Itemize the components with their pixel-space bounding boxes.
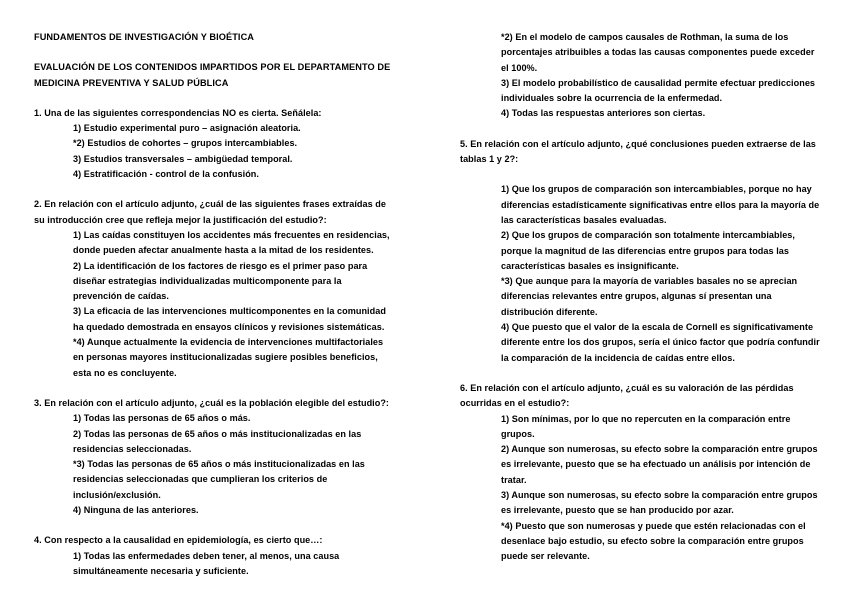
question-3 xyxy=(34,396,410,518)
question-4-option-1-cont[interactable]: simultáneamente necesaria y suficiente. xyxy=(73,565,249,576)
question-3-option-3[interactable]: *3) Todas las personas de 65 años o más institucionalizadas en las xyxy=(73,459,365,470)
section-spacer xyxy=(460,366,824,381)
question-2-option-2[interactable]: 2) La identificación de los factores de riesgo es el primer paso para xyxy=(73,260,368,271)
question-3-option-3-cont[interactable]: residencias seleccionadas que cumplieran los criterios de xyxy=(73,474,328,485)
question-1-prompt: 1. Una de las siguientes correspondencias NO es cierta. Señálela: xyxy=(34,107,322,118)
question-3-option-2-cont[interactable]: residencias seleccionadas. xyxy=(73,443,192,454)
question-5-option-4[interactable]: 4) Que puesto que el valor de la escala de Cornell es significativamente xyxy=(501,322,814,333)
question-3-option-4[interactable]: 4) Ninguna de las anteriores. xyxy=(73,505,199,516)
question-6-option-4[interactable]: *4) Puesto que son numerosas y puede que estén relacionadas con el xyxy=(501,520,806,531)
question-5-option-2-cont2[interactable]: características basales es insignificante. xyxy=(501,260,679,271)
question-6-option-4-cont[interactable]: desenlace bajo estudio, su efecto sobre la comparación entre grupos xyxy=(501,535,804,546)
question-4-option-1[interactable]: 1) Todas las enfermedades deben tener, al menos, una causa xyxy=(73,550,340,561)
question-6-prompt-line-2: ocurridas en el estudio?: xyxy=(460,398,570,409)
question-2-option-3-cont[interactable]: ha quedado demostrada en ensayos clínicos y revisiones sistemáticas. xyxy=(73,321,385,332)
question-5-option-1-cont2[interactable]: las características basales evaluadas. xyxy=(501,214,667,225)
question-5-option-2-cont[interactable]: porque la magnitud de las diferencias entre grupos para todas las xyxy=(501,245,789,256)
section-spacer xyxy=(34,518,410,533)
question-5-option-4-cont[interactable]: diferente entre los dos grupos, sería el único factor que podría confundir xyxy=(501,337,820,348)
question-5-option-3[interactable]: *3) Que aunque para la mayoría de variables basales no se aprecian xyxy=(501,276,798,287)
question-5-spacer xyxy=(460,167,824,182)
two-column-layout xyxy=(0,30,848,579)
question-6-option-4-cont2[interactable]: puede ser relevante. xyxy=(501,551,590,562)
question-6-option-3-cont[interactable]: es irrelevante, puesto que se han producido por azar. xyxy=(501,505,734,516)
question-6-option-2-cont2[interactable]: tratar. xyxy=(501,474,527,485)
left-column xyxy=(0,30,424,579)
question-2-option-1[interactable]: 1) Las caídas constituyen los accidentes más frecuentes en residencias, xyxy=(73,229,390,240)
question-5 xyxy=(460,137,824,366)
section-spacer xyxy=(34,381,410,396)
question-2-option-4-cont2[interactable]: esta no es concluyente. xyxy=(73,367,177,378)
question-5-option-3-cont2[interactable]: distribución diferente. xyxy=(501,306,598,317)
question-2-option-2-cont2[interactable]: prevención de caídas. xyxy=(73,291,169,302)
section-spacer xyxy=(34,91,410,106)
document-subtitle-line-2: MEDICINA PREVENTIVA Y SALUD PÚBLICA xyxy=(34,77,229,88)
question-5-option-1[interactable]: 1) Que los grupos de comparación son intercambiables, porque no hay xyxy=(501,184,812,195)
question-6 xyxy=(460,381,824,565)
question-6-option-2-cont[interactable]: es irrelevante, puesto que se ha efectuado un análisis por intención de xyxy=(501,459,811,470)
question-1-option-2[interactable]: *2) Estudios de cohortes – grupos intercambiables. xyxy=(73,138,298,149)
question-5-option-1-cont[interactable]: diferencias estadísticamente significativas entre ellos para la mayoría de xyxy=(501,199,820,210)
question-5-option-3-cont[interactable]: diferencias relevantes entre grupos, algunas sí presentan una xyxy=(501,291,772,302)
question-4-option-2-cont[interactable]: porcentajes atribuibles a todas las causas componentes puede exceder xyxy=(501,47,815,58)
section-spacer xyxy=(34,182,410,197)
question-5-prompt-line-2: tablas 1 y 2?: xyxy=(460,154,519,165)
document-title-line-1: FUNDAMENTOS DE INVESTIGACIÓN Y BIOÉTICA xyxy=(34,32,255,42)
question-4-prompt: 4. Con respecto a la causalidad en epidemiología, es cierto que…: xyxy=(34,535,323,546)
question-4-continued xyxy=(460,30,824,122)
section-spacer xyxy=(460,122,824,137)
question-6-option-1-cont[interactable]: grupos. xyxy=(501,428,535,439)
document-subtitle-line-1: EVALUACIÓN DE LOS CONTENIDOS IMPARTIDOS POR EL DEPARTAMENTO DE xyxy=(34,62,391,73)
right-column xyxy=(424,30,848,565)
title-spacer xyxy=(34,45,410,60)
question-6-option-1[interactable]: 1) Son mínimas, por lo que no repercuten en la comparación entre xyxy=(501,413,791,424)
question-2 xyxy=(34,197,410,381)
question-1-option-4[interactable]: 4) Estratificación - control de la confusión. xyxy=(73,169,259,180)
question-3-option-1[interactable]: 1) Todas las personas de 65 años o más. xyxy=(73,413,251,424)
question-5-option-2[interactable]: 2) Que los grupos de comparación son totalmente intercambiables, xyxy=(501,230,795,241)
question-2-option-1-cont[interactable]: donde pueden afectar anualmente hasta a la mitad de los residentes. xyxy=(73,245,374,256)
question-6-option-3[interactable]: 3) Aunque son numerosas, su efecto sobre la comparación entre grupos xyxy=(501,490,818,501)
question-3-prompt: 3. En relación con el artículo adjunto, ¿cuál es la población elegible del estudio?: xyxy=(34,397,390,408)
question-6-option-2[interactable]: 2) Aunque son numerosas, su efecto sobre la comparación entre grupos xyxy=(501,444,818,455)
question-1-option-3[interactable]: 3) Estudios transversales – ambigüedad temporal. xyxy=(73,153,293,164)
question-5-option-4-cont2[interactable]: la comparación de la incidencia de caídas entre ellos. xyxy=(501,352,735,363)
question-5-prompt-line-1: 5. En relación con el artículo adjunto, ¿qué conclusiones pueden extraerse de las xyxy=(460,138,816,149)
question-4 xyxy=(34,533,410,579)
question-4-option-2-cont2[interactable]: el 100%. xyxy=(501,62,538,73)
question-1 xyxy=(34,106,410,182)
question-3-option-3-cont2[interactable]: inclusión/exclusión. xyxy=(73,489,161,500)
question-1-option-1[interactable]: 1) Estudio experimental puro – asignación aleatoria. xyxy=(73,123,301,134)
question-2-prompt-line-2: su introducción cree que refleja mejor la justificación del estudio?: xyxy=(34,214,327,225)
question-2-prompt-line-1: 2. En relación con el artículo adjunto, ¿cuál de las siguientes frases extraídas de xyxy=(34,199,386,210)
question-4-option-4[interactable]: 4) Todas las respuestas anteriores son ciertas. xyxy=(501,108,706,119)
question-4-option-3-cont[interactable]: individuales sobre la ocurrencia de la enfermedad. xyxy=(501,93,723,104)
question-2-option-2-cont[interactable]: diseñar estrategias individualizadas multicomponente para la xyxy=(73,275,342,286)
question-3-option-2[interactable]: 2) Todas las personas de 65 años o más institucionalizadas en las xyxy=(73,428,362,439)
question-2-option-3[interactable]: 3) La eficacia de las intervenciones multicomponentes en la comunidad xyxy=(73,306,386,317)
question-4-option-2[interactable]: *2) En el modelo de campos causales de Rothman, la suma de los xyxy=(501,32,789,42)
question-2-option-4[interactable]: *4) Aunque actualmente la evidencia de intervenciones multifactoriales xyxy=(73,337,384,348)
question-2-option-4-cont[interactable]: en personas mayores institucionalizadas sugiere posibles beneficios, xyxy=(73,352,378,363)
question-4-option-3[interactable]: 3) El modelo probabilístico de causalidad permite efectuar predicciones xyxy=(501,77,816,88)
question-6-prompt-line-1: 6. En relación con el artículo adjunto, ¿cuál es su valoración de las pérdidas xyxy=(460,382,794,393)
